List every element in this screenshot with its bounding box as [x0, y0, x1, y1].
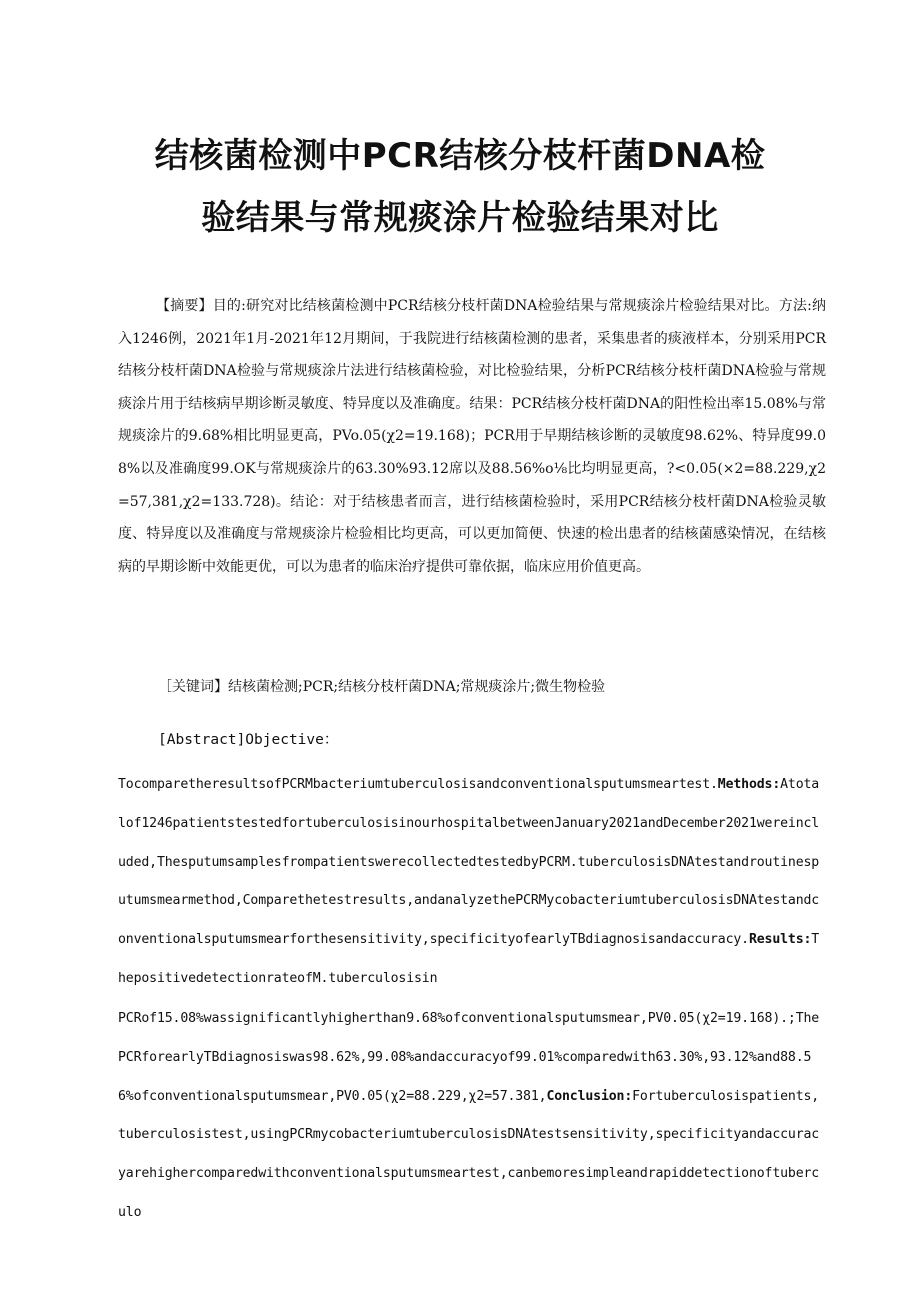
abstract-en-results-continued: PCRof15.08%wassignificantlyhigherthan9.68%ofconventionalsputumsmear,PV0.05(χ2=19.168).;ThePCRforearlyTBdiagnosiswas98.62%,99.08%andaccuracyof99.01%comparedwith63.30%,93.12%and88.56%ofconventionalsputumsmear,PV0.05(χ2=88.229,χ2=57.381,: [118, 1011, 820, 1104]
abstract-english-paragraph-1: [118, 766, 826, 999]
keywords-chinese: ［关键词】结核菌检测;PCR;结核分枝杆菌DNA;常规痰涂片;微生物检验: [158, 679, 606, 695]
abstract-chinese: 【摘要】目的:研究对比结核菌检测中PCR结核分枝杆菌DNA检验结果与常规痰涂片检验结果对比。方法:纳入1246例，2021年1月-2021年12月期间，于我院进行结核菌检测的患者，采集患者的痰液样本，分别采用PCR结核分枝杆菌DNA检验与常规痰涂片法进行结核菌检验，对比检验结果，分析PCR结核分枝杆菌DNA检验与常规痰涂片用于结核病早期诊断灵敏度、特异度以及准确度。结果：PCR结核分枝杆菌DNA的阳性检出率15.08%与常规痰涂片的9.68%相比明显更高，PVo.05(χ2=19.168)；PCR用于早期结核诊断的灵敏度98.62%、特异度99.08%以及准确度99.OK与常规痰涂片的63.30%93.12席以及88.56%o⅛比均明显更高，?<0.05(×2=88.229,χ2=57,381,χ2=133.728)。结论：对于结核患者而言，进行结核菌检验时，采用PCR结核分枝杆菌DNA检验灵敏度、特异度以及准确度与常规痰涂片检验相比均更高，可以更加简便、快速的检出患者的结核菌感染情况，在结核病的早期诊断中效能更优，可以为患者的临床治疗提供可靠依据，临床应用价值更高。: [118, 298, 826, 575]
methods-label: Methods:: [717, 777, 781, 792]
results-label: Results:: [748, 932, 812, 948]
abstract-en-objective-text: TocomparetheresultsofPCRMbacteriumtuberculosisandconventionalsputumsmeartest.: [118, 777, 718, 792]
abstract-en-results-text: ThepositivedetectionrateofM.tuberculosisin: [118, 932, 820, 986]
abstract-english-heading: [Abstract]Objective：: [158, 732, 339, 748]
title-line-2: 验结果与常规痰涂片检验结果对比: [201, 198, 719, 238]
abstract-en-conclusion-text: Fortuberculosispatients,tuberculosistest,usingPCRmycobacteriumtuberculosisDNAtestsensitivity,specificityandaccuracyarehighercomparedwithconventionalsputumsmeartest,canbemoresimpleandrapiddetectionoftuberculo: [118, 1088, 820, 1220]
abstract-english-paragraph-2: [118, 1000, 826, 1233]
paper-title: [120, 125, 800, 249]
conclusion-label: Conclusion:: [546, 1088, 633, 1104]
title-line-1: 结核菌检测中PCR结核分枝杆菌DNA检: [154, 136, 766, 176]
abstract-en-methods-text: Atotalof1246patientstestedfortuberculosisinourhospitalbetweenJanuary2021andDecember2021wereincluded,ThesputumsamplesfrompatientswerecollectedtestedbyPCRM.tuberculosisDNAtestandroutinesputumsmearmethod,Comparethetestresults,andanalyzethePCRMycobacteriumtuberculosisDNAtestandconventionalsputumsmearforthesensitivity,specificityofearlyTBdiagnosisandaccuracy.: [118, 777, 820, 948]
